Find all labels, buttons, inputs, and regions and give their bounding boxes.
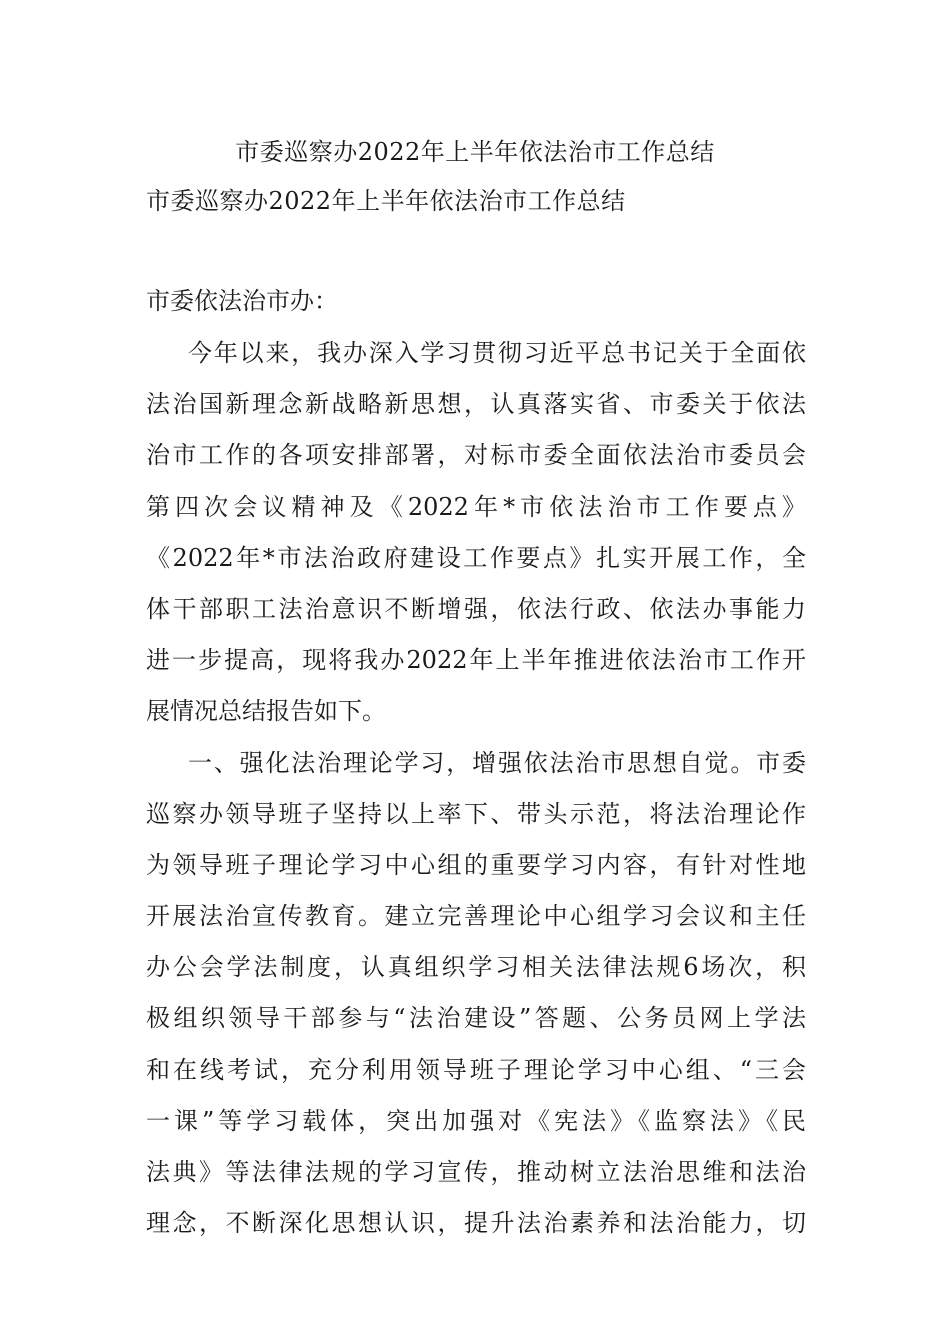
paragraph-2-line: 一课”等学习载体，突出加强对《宪法》《监察法》《民: [146, 1106, 806, 1135]
document-body: [146, 333, 806, 1254]
paragraph-2-line: 和在线考试，充分利用领导班子理论学习中心组、“三会: [146, 1055, 806, 1084]
paragraph-2-line: 理念，不断深化思想认识，提升法治素养和法治能力，切: [146, 1209, 806, 1238]
paragraph-2-line: 办公会学法制度，认真组织学习相关法律法规6场次，积: [146, 953, 806, 982]
paragraph-2-line: 极组织领导干部参与“法治建设”答题、公务员网上学法: [146, 1004, 806, 1033]
paragraph-1-line: 《2022年*市法治政府建设工作要点》扎实开展工作，全: [146, 543, 806, 572]
paragraph-1-line: 治市工作的各项安排部署，对标市委全面依法治市委员会: [146, 441, 806, 470]
paragraph-2-line: 开展法治宣传教育。建立完善理论中心组学习会议和主任: [146, 902, 806, 931]
paragraph-2-line: 一、强化法治理论学习，增强依法治市思想自觉。市委: [188, 748, 806, 777]
paragraph-1-line: 体干部职工法治意识不断增强，依法行政、依法办事能力: [146, 594, 806, 623]
document-title-repeat: 市委巡察办2022年上半年依法治市工作总结: [146, 187, 626, 215]
paragraph-2-line: 巡察办领导班子坚持以上率下、带头示范，将法治理论作: [146, 799, 806, 828]
salutation: 市委依法治市办：: [146, 287, 338, 315]
paragraph-2-line: 法典》等法律法规的学习宣传，推动树立法治思维和法治: [146, 1158, 806, 1186]
paragraph-1-line: 进一步提高，现将我办2022年上半年推进依法治市工作开: [146, 646, 806, 675]
paragraph-1-line: 今年以来，我办深入学习贯彻习近平总书记关于全面依: [188, 339, 806, 367]
paragraph-1-line: 第四次会议精神及《2022年*市依法治市工作要点》: [146, 492, 806, 521]
document-title-centered: 市委巡察办2022年上半年依法治市工作总结: [235, 138, 715, 166]
paragraph-1-line: 法治国新理念新战略新思想，认真落实省、市委关于依法: [146, 390, 806, 419]
paragraph-1-line: 展情况总结报告如下。: [146, 697, 386, 726]
paragraph-2-line: 为领导班子理论学习中心组的重要学习内容，有针对性地: [146, 850, 806, 879]
